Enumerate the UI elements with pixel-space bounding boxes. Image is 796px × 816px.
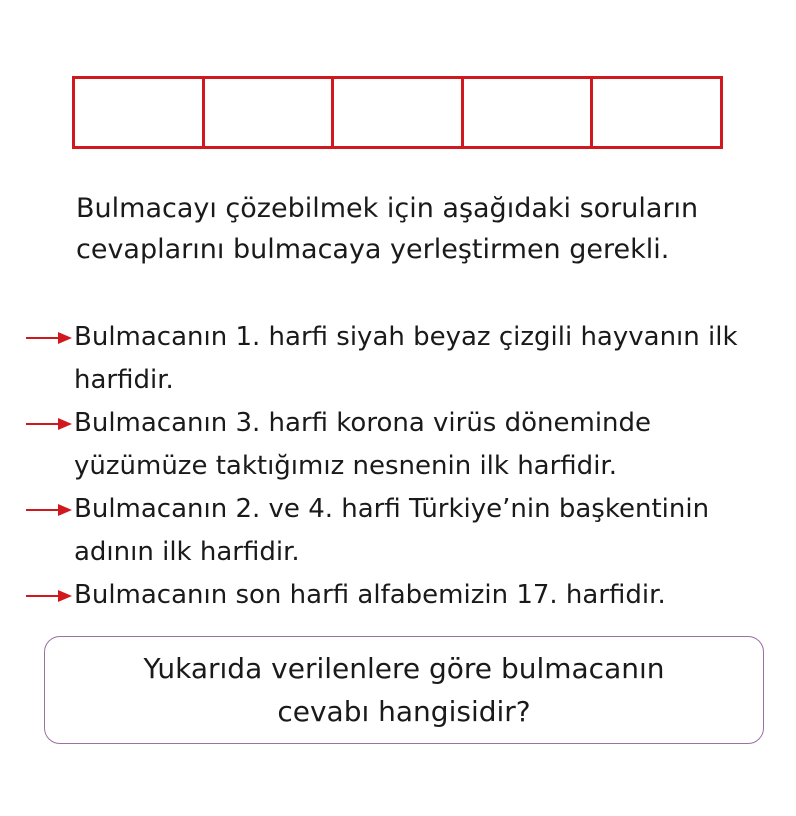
puzzle-cell-5[interactable] (593, 79, 720, 146)
clue-item (0, 402, 754, 488)
question-box (44, 636, 764, 744)
puzzle-grid (72, 76, 723, 149)
puzzle-cell-2[interactable] (205, 79, 335, 146)
puzzle-cell-1[interactable] (75, 79, 205, 146)
clue-text: Bulmacanın 1. harfi siyah beyaz çizgili hayvanın ilk harfidir. (74, 322, 738, 395)
question-text: Yukarıda verilenlere göre bulmacanın cevabı hangisidir? (143, 652, 665, 728)
clue-text: Bulmacanın son harfi alfabemizin 17. harfidir. (74, 580, 666, 610)
clue-item (0, 316, 754, 402)
puzzle-cell-3[interactable] (334, 79, 464, 146)
puzzle-cell-4[interactable] (464, 79, 594, 146)
clue-list (0, 316, 796, 617)
clue-text: Bulmacanın 2. ve 4. harfi Türkiye’nin başkentinin adının ilk harfidir. (74, 494, 710, 567)
instructions-text: Bulmacayı çözebilmek için aşağıdaki soruların cevaplarını bulmacaya yerleştirmen gerekli. (76, 193, 699, 265)
arrow-right-icon (26, 503, 72, 517)
arrow-right-icon (26, 417, 72, 431)
clue-text: Bulmacanın 3. harfi korona virüs döneminde yüzümüze taktığımız nesnenin ilk harfidir. (74, 408, 652, 481)
arrow-right-icon (26, 589, 72, 603)
clue-item (0, 574, 754, 617)
clue-item (0, 488, 754, 574)
arrow-right-icon (26, 331, 72, 345)
